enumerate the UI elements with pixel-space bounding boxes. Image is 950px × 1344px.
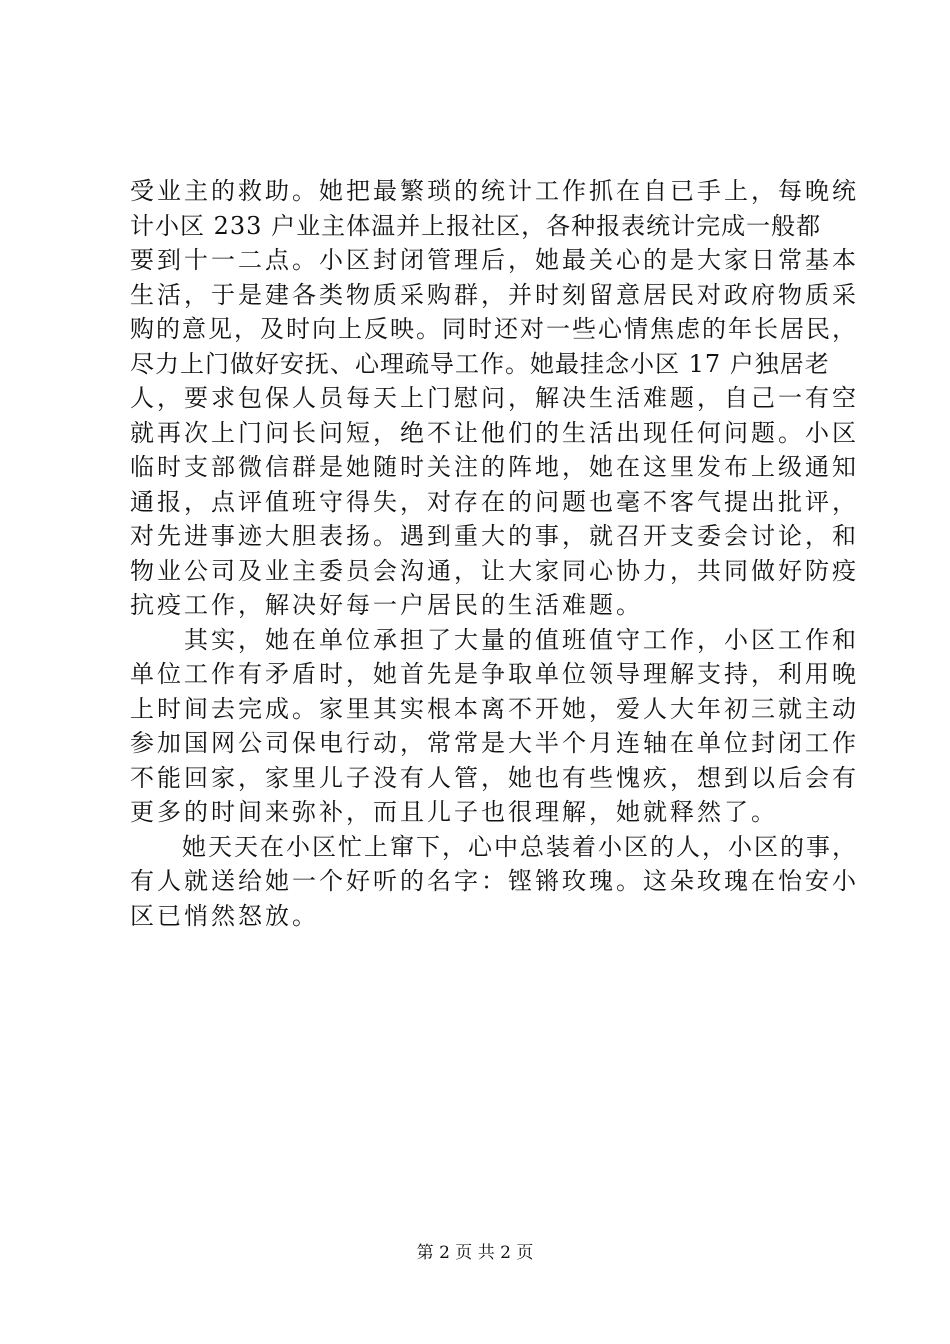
text-line: 购的意见，及时向上反映。同时还对一些心情焦虑的年长居民， (130, 315, 858, 343)
text-line: 生活，于是建各类物质采购群，并时刻留意居民对政府物质采 (130, 280, 859, 309)
text-line: 物业公司及业主委员会沟通，让大家同心协力，共同做好防疫 (130, 556, 859, 585)
text-line: 尽力上门做好安抚、心理疏导工作。她最挂念小区 17 户独居老 (130, 349, 830, 378)
text-line: 就再次上门问长问短，绝不让他们的生活出现任何问题。小区 (130, 418, 859, 447)
text-line: 对先进事迹大胆表扬。遇到重大的事，就召开支委会讨论，和 (130, 522, 859, 550)
text-line: 上时间去完成。家里其实根本离不开她，爱人大年初三就主动 (130, 694, 859, 723)
text-line: 临时支部微信群是她随时关注的阵地，她在这里发布上级通知 (130, 453, 859, 481)
text-line: 有人就送给她一个好听的名字：铿锵玫瑰。这朵玫瑰在怡安小 (130, 867, 859, 895)
text-line: 通报，点评值班守得失，对存在的问题也毫不客气提出批评， (130, 487, 859, 516)
text-line: 计小区 233 户业主体温并上报社区，各种报表统计完成一般都 (130, 211, 822, 240)
paragraph-start-line: 她天天在小区忙上窜下，心中总装着小区的人，小区的事， (130, 832, 858, 861)
text-line: 受业主的救助。她把最繁琐的统计工作抓在自已手上，每晚统 (130, 177, 859, 205)
text-line: 不能回家，家里儿子没有人管，她也有些愧疚，想到以后会有 (130, 763, 859, 792)
text-line: 单位工作有矛盾时，她首先是争取单位领导理解支持，利用晚 (130, 660, 859, 688)
page-number-footer: 第 2 页 共 2 页 (416, 1243, 534, 1263)
paragraph-start-line: 其实，她在单位承担了大量的值班值守工作，小区工作和 (130, 625, 859, 654)
text-line: 要到十一二点。小区封闭管理后，她最关心的是大家日常基本 (130, 246, 859, 274)
body-text (130, 174, 859, 933)
text-line: 区已悄然怒放。 (130, 901, 319, 930)
text-line: 人，要求包保人员每天上门慰问，解决生活难题，自己一有空 (130, 384, 859, 412)
text-line: 更多的时间来弥补，而且儿子也很理解，她就释然了。 (130, 798, 778, 826)
text-line: 抗疫工作，解决好每一户居民的生活难题。 (130, 591, 643, 619)
text-line: 参加国网公司保电行动，常常是大半个月连轴在单位封闭工作 (130, 729, 859, 757)
